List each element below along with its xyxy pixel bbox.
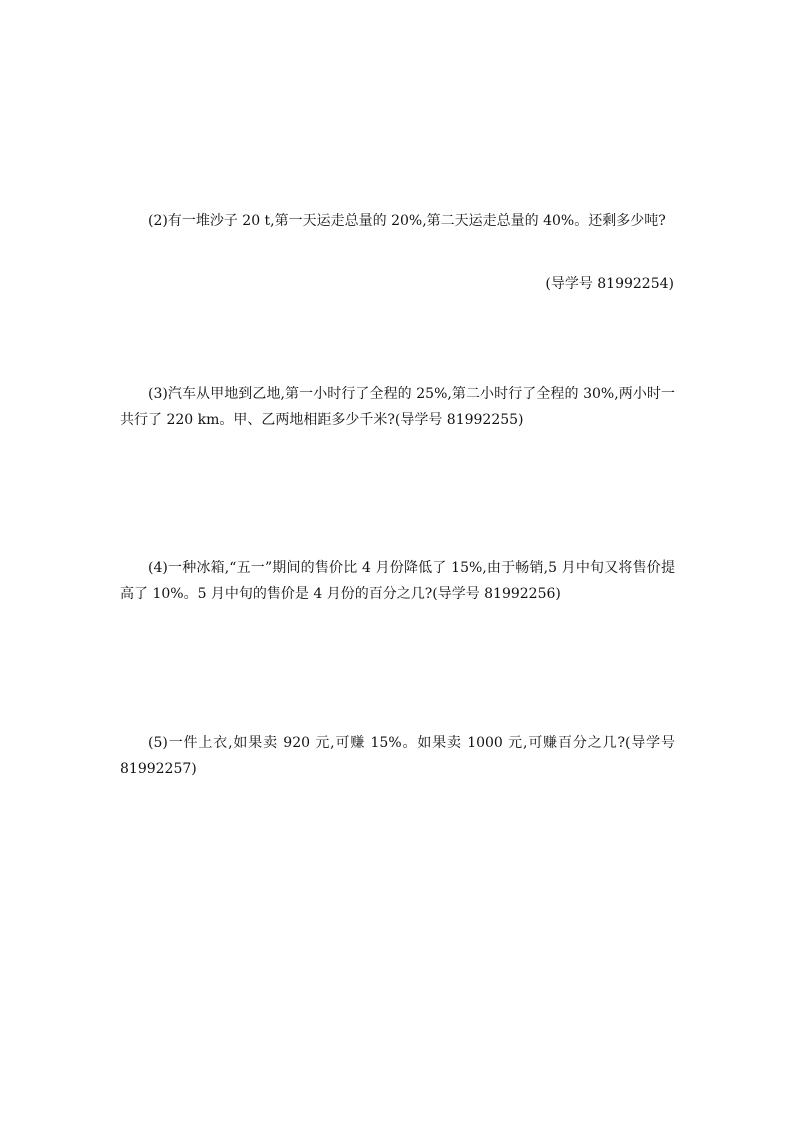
problem-5-text: (5)一件上衣,如果卖 920 元,可赚 15%。如果卖 1000 元,可赚百分之几?(导学号 81992257) [120, 735, 675, 777]
problem-2-text: (2)有一堆沙子 20 t,第一天运走总量的 20%,第二天运走总量的 40%。还剩多少吨? [148, 213, 666, 229]
problem-2-reference-number: (导学号 81992254) [545, 276, 674, 292]
problem-3-text: (3)汽车从甲地到乙地,第一小时行了全程的 25%,第二小时行了全程的 30%,两小时一共行了 220 km。甲、乙两地相距多少千米?(导学号 81992255) [120, 386, 675, 428]
problem-4-text: (4)一种冰箱,“五一”期间的售价比 4 月份降低了 15%,由于畅销,5 月中旬又将售价提高了 10%。5 月中旬的售价是 4 月份的百分之几?(导学号 81992256) [120, 560, 675, 602]
